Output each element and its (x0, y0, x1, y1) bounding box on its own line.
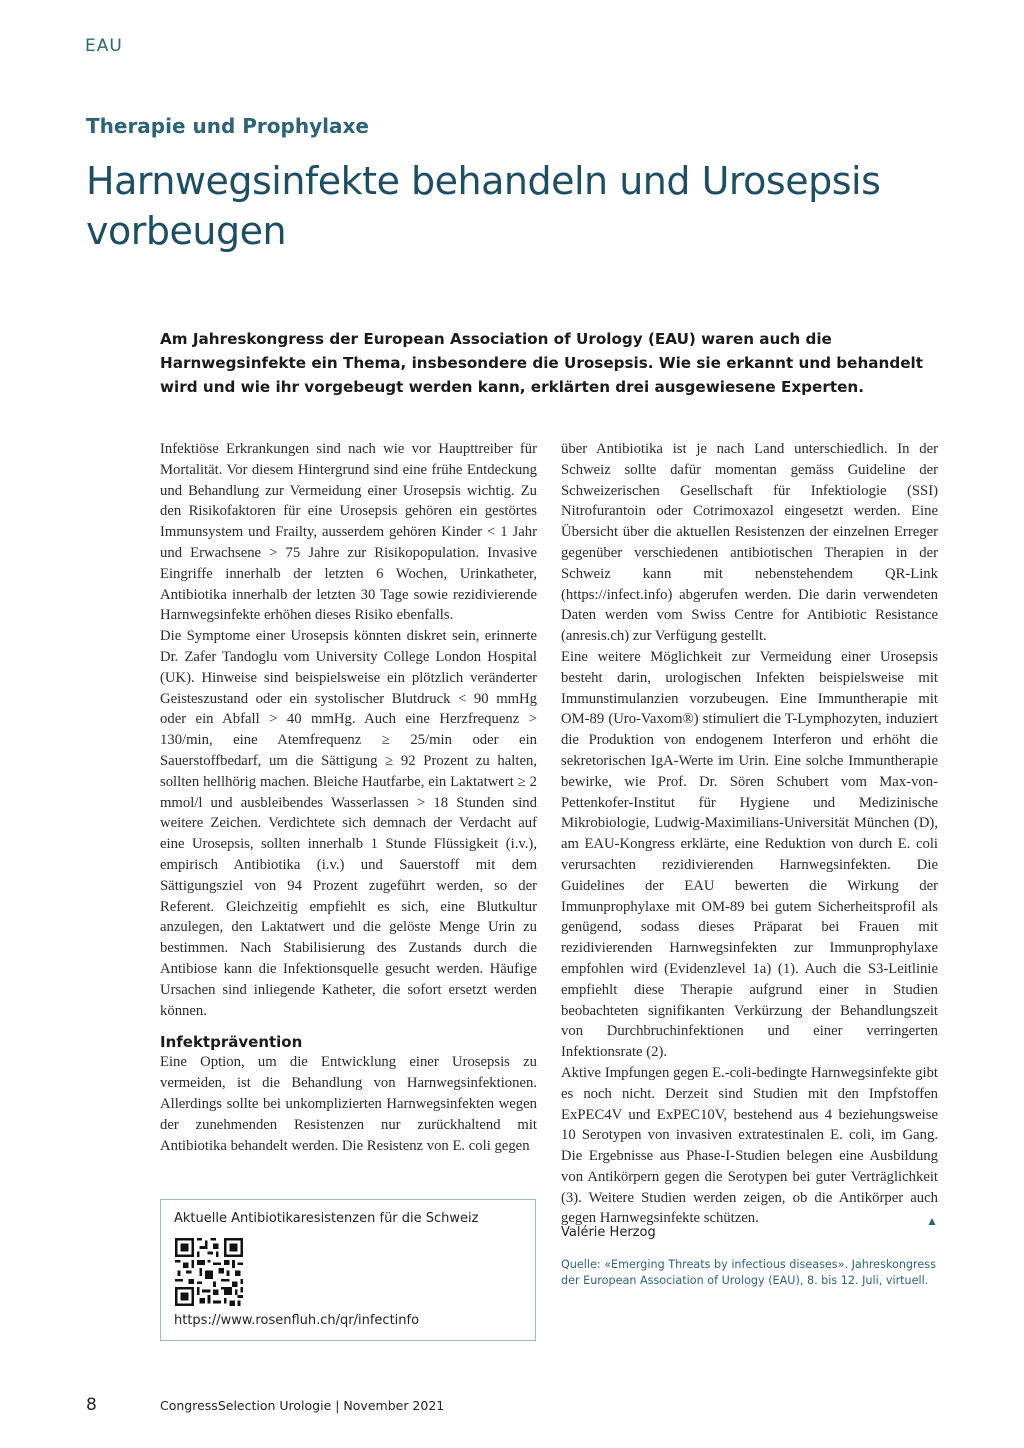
article-kicker: Therapie und Prophylaxe (86, 114, 369, 138)
qr-link-url[interactable]: https://www.rosenfluh.ch/qr/infectinfo (174, 1313, 420, 1328)
section-subhead: Infektprävention (160, 1033, 303, 1052)
article-title: Harnwegsinfekte behandeln und Urosepsis vorbeugen (86, 159, 881, 253)
body-paragraph (561, 1063, 938, 1229)
qr-box-title: Aktuelle Antibiotikaresistenzen für die Schweiz (174, 1211, 479, 1226)
qr-info-box (160, 1199, 536, 1341)
article-source: Quelle: «Emerging Threats by infectious diseases». Jahreskongress der European Association of Urology (EAU), 8. bis 12. Juli, virtuell. (561, 1258, 936, 1287)
qr-code-icon[interactable] (175, 1238, 243, 1306)
section-label: EAU (85, 36, 123, 56)
body-paragraph: Eine weitere Möglichkeit zur Vermeidung einer Urosepsis besteht darin, urologischen Infekten beispielsweise mit Immunstimulanzien vorzubeugen. Eine Immuntherapie mit OM-89 (Uro-Vaxom®) stimuliert die T-Lymphozyten, induziert die Produktion von endogenem Interferon und erhöht die sekretorischen IgA-Werte im Urin. Eine solche Immuntherapie bewirke, wie Prof. Dr. Sören Schubert vom Max-von-Pettenkofer-Institut für Hygiene und Medizinische Mikrobiologie, Ludwig-Maximilians-Universität München (D), am EAU-Kongress erklärte, eine Reduktion von durch E. coli verursachten rezidivierenden Harnwegsinfekten. Die Guidelines der EAU bewerten die Wirkung der Immunprophylaxe mit OM-89 bei gutem Sicherheitsprofil als genügend, sodass dieses Präparat bei Frauen mit rezidivierenden Harnwegsinfekten zur Immunprophylaxe empfohlen wird (Evidenzlevel 1a) (1). Auch die S3-Leitlinie empfiehlt diese Therapie aufgrund einer in Studien beobachteten signifikanten Verkürzung der Behandlungszeit von Durchbruchinfektionen und einer verringerten Infektionsrate (2). (561, 648, 938, 1061)
body-paragraph: über Antibiotika ist je nach Land unterschiedlich. In der Schweiz sollte dafür momentan gemäss Guideline der Schweizerischen Gesellschaft für Infektiologie (SSI) Nitrofurantoin oder Cotrimoxazol eingesetzt werden. Eine Übersicht über die aktuellen Resistenzen der einzelnen Erreger gegenüber verschiedenen antibiotischen Therapien in der Schweiz kann mit nebenstehendem QR-Link (https://infect.info) abgerufen werden. Die darin verwendeten Daten werden vom Swiss Centre for Antibiotic Resistance (anresis.ch) zur Verfügung gestellt. (561, 441, 938, 645)
end-of-article-icon: ▲ (926, 1214, 938, 1229)
page-number: 8 (86, 1395, 97, 1415)
body-paragraph: Eine Option, um die Entwicklung einer Urosepsis zu vermeiden, ist die Behandlung von Harnwegsinfektionen. Allerdings sollte bei unkomplizierten Harnwegsinfekten wegen der zunehmenden Resistenzen nur zurückhaltend mit Antibiotika behandelt werden. Die Resistenz von E. coli gegen (160, 1054, 537, 1154)
article-author: Valérie Herzog (561, 1225, 656, 1240)
right-column (561, 439, 938, 1232)
body-paragraph: Die Symptome einer Urosepsis könnten diskret sein, erinnerte Dr. Zafer Tandoglu vom University College London Hospital (UK). Hinweise sind beispielsweise ein plötzlich veränderter Geisteszustand oder ein systolischer Blutdruck < 90 mmHg oder ein Abfall > 40 mmHg. Auch eine Herzfrequenz > 130/min, eine Atemfrequenz ≥ 25/min oder ein Sauerstoffbedarf, um die Sättigung ≥ 92 Prozent zu halten, sollten hellhörig machen. Bleiche Hautfarbe, ein Laktatwert ≥ 2 mmol/l und ausbleibendes Wasserlassen > 18 Stunden sind weitere Zeichen. Verdichtete sich demnach der Verdacht auf eine Urosepsis, sollten innerhalb 1 Stunde Flüssigkeit (i.v.), empirisch Antibiotika (i.v.) und Sauerstoff mit dem Sättigungsziel von 94 Prozent zugeführt werden, so der Referent. Gleichzeitig empfiehlt es sich, eine Blutkultur anzulegen, den Laktatwert und die gelöste Menge Urin zu bestimmen. Nach Stabilisierung des Zustands durch die Antibiose kann die Infektionsquelle gesucht werden. Häufige Ursachen sind inliegende Katheter, die sofort ersetzt werden können. (160, 628, 537, 1019)
left-column (160, 439, 537, 1156)
body-paragraph-text: Aktive Impfungen gegen E.-coli-bedingte Harnwegsinfekte gibt es noch nicht. Derzeit sind Studien mit den Impfstoffen ExPEC4V und ExPEC10V, bestehend aus 4 beziehungsweise 10 Serotypen von invasiven extratestinalen E. coli, im Gang. Die Ergebnisse aus Phase-I-Studien belegen eine Ausbildung von Antikörpern gegen die Serotypen bei guter Verträglichkeit (3). Weitere Studien werden zeigen, ob die Antikörper auch gegen Harnwegsinfekte schützen. (561, 1064, 938, 1227)
body-paragraph: Infektiöse Erkrankungen sind nach wie vor Haupttreiber für Mortalität. Vor diesem Hintergrund sind eine frühe Entdeckung und Behandlung zur Vermeidung einer Urosepsis wichtig. Zu den Risikofaktoren für eine Urosepsis gehören ein gestörtes Immunsystem und Frailty, ausserdem gehören Kinder < 1 Jahr und Erwachsene > 75 Jahre zur Risikopopulation. Invasive Eingriffe innerhalb der letzten 6 Wochen, Urinkatheter, Antibiotika innerhalb der letzten 30 Tage sowie rezidivierende Harnwegsinfekte erhöhen dieses Risiko ebenfalls. (160, 441, 537, 624)
article-lead: Am Jahreskongress der European Association of Urology (EAU) waren auch die Harnwegsinfekte ein Thema, insbesondere die Urosepsis. Wie sie erkannt und behandelt wird und wie ihr vorgebeugt werden kann, erklärten drei ausgewiesene Experten. (160, 330, 923, 396)
publication-footer: CongressSelection Urologie | November 2021 (160, 1398, 445, 1413)
